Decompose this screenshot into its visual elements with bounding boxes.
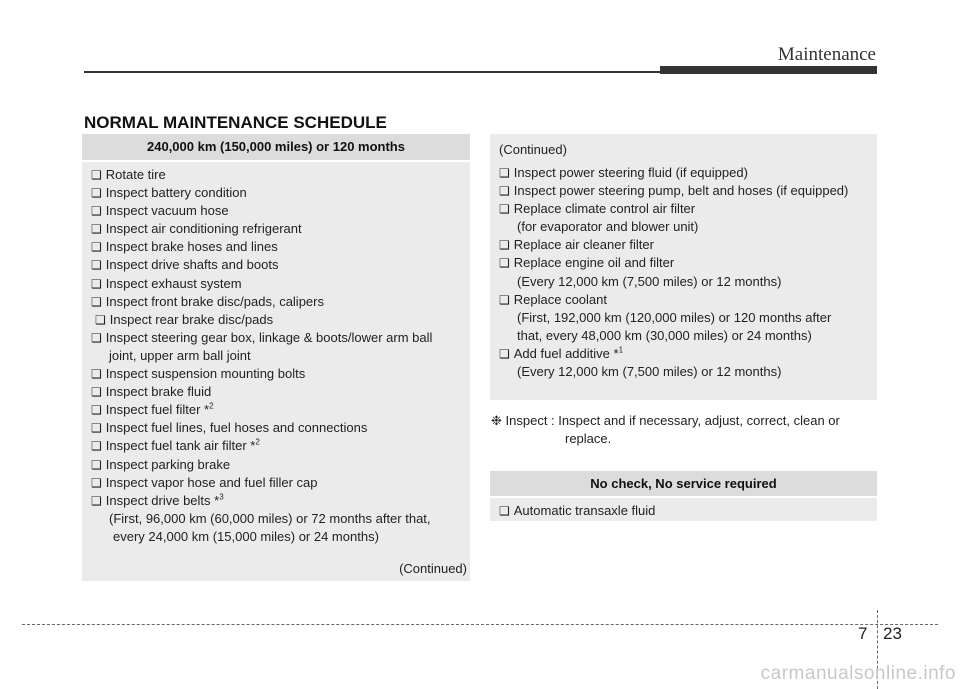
- footnote-marker: 1: [618, 345, 624, 355]
- list-item: ❑ Inspect power steering pump, belt and hoses (if equipped): [499, 183, 849, 199]
- checkbox-icon: ❑: [91, 439, 102, 454]
- list-item: ❑ Automatic transaxle fluid: [499, 503, 656, 518]
- list-item-continuation: that, every 48,000 km (30,000 miles) or 24 months): [517, 327, 812, 343]
- list-item: ❑ Inspect drive shafts and boots: [91, 257, 279, 273]
- list-item: ❑ Rotate tire: [91, 167, 166, 182]
- list-item: ❑ Inspect battery condition: [91, 185, 247, 201]
- note-line: Inspect : Inspect and if necessary, adjust, correct, clean or: [505, 413, 840, 428]
- note-symbol-icon: ❉: [491, 413, 502, 428]
- list-item: ❑ Inspect fuel filter *$^2$: [91, 401, 214, 418]
- list-item: ❑ Inspect brake hoses and lines: [91, 239, 278, 255]
- checkbox-icon: ❑: [91, 330, 102, 345]
- list-item-continuation: (First, 192,000 km (120,000 miles) or 120 months after: [517, 309, 832, 325]
- footnote-marker: 2: [209, 401, 214, 411]
- section-title: NORMAL MAINTENANCE SCHEDULE: [84, 113, 387, 132]
- checkbox-icon: ❑: [91, 475, 102, 490]
- list-item: ❑ Inspect air conditioning refrigerant: [91, 221, 302, 237]
- checkbox-icon: ❑: [499, 238, 510, 253]
- checkbox-icon: ❑: [499, 346, 510, 361]
- checkbox-icon: ❑: [91, 204, 102, 219]
- list-item: ❑ Add fuel additive *$^1$: [499, 345, 624, 361]
- schedule-panel-continued: [490, 134, 877, 400]
- list-item: ❑ Inspect exhaust system: [91, 275, 242, 291]
- list-item-continuation: (Every 12,000 km (7,500 miles) or 12 months): [517, 273, 782, 289]
- header-rule-accent: [660, 66, 877, 74]
- list-item: ❑ Replace climate control air filter: [499, 201, 696, 217]
- list-item: ❑ Inspect rear brake disc/pads: [95, 311, 274, 327]
- schedule-panel-240000: [82, 134, 470, 581]
- checkbox-icon: ❑: [91, 367, 102, 382]
- list-item: ❑ Inspect vapor hose and fuel filler cap: [91, 474, 318, 490]
- list-item: ❑ Inspect fuel lines, fuel hoses and connections: [91, 420, 368, 436]
- checkbox-icon: ❑: [499, 184, 510, 199]
- checkbox-icon: ❑: [91, 421, 102, 436]
- checkbox-icon: ❑: [91, 493, 102, 508]
- list-item: ❑ Replace coolant: [499, 291, 607, 307]
- checklist: [82, 162, 470, 546]
- list-item: ❑ Replace engine oil and filter: [499, 255, 675, 271]
- checkbox-icon: ❑: [499, 256, 510, 271]
- checkbox-icon: ❑: [91, 240, 102, 255]
- list-item: ❑ Inspect brake fluid: [91, 384, 212, 400]
- list-item: ❑ Inspect suspension mounting bolts: [91, 366, 306, 382]
- list-item-continuation: (for evaporator and blower unit): [517, 219, 699, 235]
- checkbox-icon: ❑: [499, 292, 510, 307]
- no-check-panel: [490, 471, 877, 521]
- list-item-continuation: joint, upper arm ball joint: [109, 347, 251, 363]
- checklist: [499, 164, 877, 381]
- watermark: carmanualsonline.info: [760, 663, 956, 684]
- list-item: ❑ Inspect front brake disc/pads, calipers: [91, 293, 324, 309]
- checkbox-icon: ❑: [95, 312, 106, 327]
- list-item: ❑ Inspect fuel tank air filter *$^2$: [91, 438, 260, 454]
- checkbox-icon: ❑: [91, 258, 102, 273]
- checkbox-icon: ❑: [499, 504, 510, 518]
- header-rule: [84, 71, 660, 73]
- checkbox-icon: ❑: [91, 186, 102, 201]
- chapter-number: 7: [858, 624, 868, 643]
- footnote-marker: 3: [219, 492, 224, 502]
- footer-rule: [22, 624, 938, 625]
- checkbox-icon: ❑: [91, 294, 102, 309]
- page-header-title: Maintenance: [777, 44, 876, 65]
- list-item: ❑ Inspect power steering fluid (if equipped): [499, 165, 748, 180]
- checkbox-icon: ❑: [91, 168, 102, 182]
- panel-heading: No check, No service required: [490, 471, 877, 498]
- footnote-marker: 2: [255, 438, 260, 448]
- checkbox-icon: ❑: [91, 222, 102, 237]
- continued-label: (Continued): [499, 142, 567, 157]
- list-item: ❑ Replace air cleaner filter: [499, 237, 654, 253]
- list-item: ❑ Inspect vacuum hose: [91, 203, 229, 219]
- checkbox-icon: ❑: [91, 276, 102, 291]
- page-number: 23: [883, 624, 902, 643]
- list-item: ❑ Inspect steering gear box, linkage & boots/lower arm ball: [91, 329, 433, 345]
- list-item-continuation: (Every 12,000 km (7,500 miles) or 12 months): [517, 364, 782, 380]
- note-line: replace.: [565, 431, 612, 446]
- checklist: [490, 498, 877, 520]
- list-item-continuation: every 24,000 km (15,000 miles) or 24 months): [113, 528, 379, 544]
- list-item: ❑ Inspect drive belts *$^3$: [91, 492, 224, 508]
- inspect-note: [491, 412, 877, 448]
- checkbox-icon: ❑: [499, 202, 510, 217]
- checkbox-icon: ❑: [91, 457, 102, 472]
- list-item-continuation: (First, 96,000 km (60,000 miles) or 72 months after that,: [109, 510, 431, 526]
- checkbox-icon: ❑: [91, 385, 102, 400]
- list-item: ❑ Inspect parking brake: [91, 456, 231, 472]
- continued-label: (Continued): [399, 561, 467, 576]
- checkbox-icon: ❑: [91, 403, 102, 418]
- panel-heading: 240,000 km (150,000 miles) or 120 months: [82, 134, 470, 162]
- checkbox-icon: ❑: [499, 166, 510, 180]
